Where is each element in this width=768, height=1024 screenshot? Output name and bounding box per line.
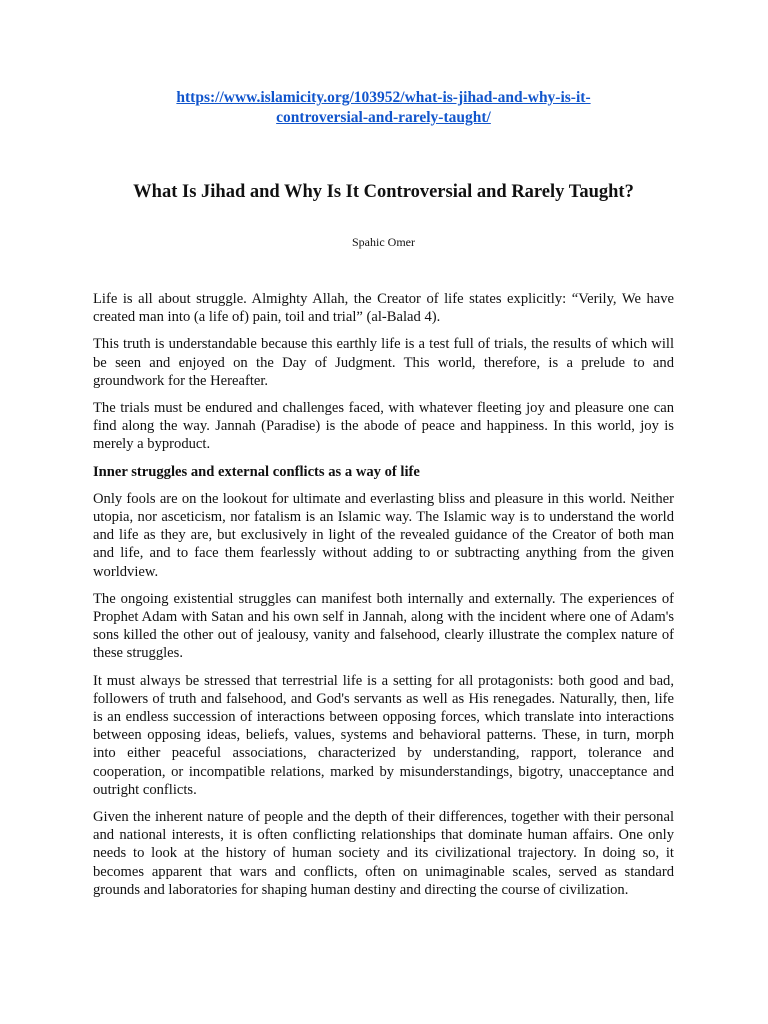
paragraph-5: The ongoing existential struggles can manifest both internally and externally. The experiences of Prophet Adam with Satan and his own self in Jannah, along with the incident where one of Adam's sons killed the other out of jealousy, vanity and falsehood, clearly illustrate the complex nature of these struggles. bbox=[93, 590, 674, 662]
paragraph-3: The trials must be endured and challenges faced, with whatever fleeting joy and pleasure one can find along the way. Jannah (Paradise) is the abode of peace and happiness. In this world, joy is merely a byproduct. bbox=[93, 400, 674, 453]
section-heading: Inner struggles and external conflicts as a way of life bbox=[93, 463, 420, 480]
paragraph-7: Given the inherent nature of people and the depth of their differences, together with their personal and national interests, it is often conflicting relationships that dominate human affairs. One only needs to look at the history of human society and its civilizational trajectory. In doing so, it becomes apparent that wars and conflicts, often on unimaginable scales, served as standard grounds and laboratories for shaping human destiny and directing the course of civilization. bbox=[93, 809, 674, 898]
paragraph-1: Life is all about struggle. Almighty Allah, the Creator of life states explicitly: “Verily, We have created man into (a life of) pain, toil and trial” (al-Balad 4). bbox=[93, 291, 674, 326]
paragraph-2: This truth is understandable because this earthly life is a test full of trials, the results of which will be seen and enjoyed on the Day of Judgment. This world, therefore, is a prelude to and groundwork for the Hereafter. bbox=[93, 336, 674, 389]
paragraph-6: It must always be stressed that terrestrial life is a setting for all protagonists: both good and bad, followers of truth and falsehood, and God's servants as well as His renegades. Naturally, then, life is an endless succession of interactions between opposing forces, which translate into interactions between opposing ideas, beliefs, values, systems and behavioral patterns. These, in turn, morph into either peaceful associations, characterized by understanding, rapport, tolerance and cooperation, or incompatible relations, marked by misunderstandings, bigotry, unacceptance and outright conflicts. bbox=[93, 672, 674, 798]
document-page bbox=[93, 88, 674, 908]
article-title: What Is Jihad and Why Is It Controversial and Rarely Taught? bbox=[133, 182, 634, 202]
paragraph-4: Only fools are on the lookout for ultimate and everlasting bliss and pleasure in this world. Neither utopia, nor asceticism, nor fatalism is an Islamic way. The Islamic way is to understand the world and life as they are, but exclusively in light of the revealed guidance of the Creator of both man and life, and to face them fearlessly without adding to or subtracting anything from the given worldview. bbox=[93, 490, 674, 580]
article-author: Spahic Omer bbox=[352, 235, 415, 249]
source-url-link[interactable]: https://www.islamicity.org/103952/what-is-jihad-and-why-is-it-controversial-and-rarely-taught/ bbox=[176, 89, 591, 126]
